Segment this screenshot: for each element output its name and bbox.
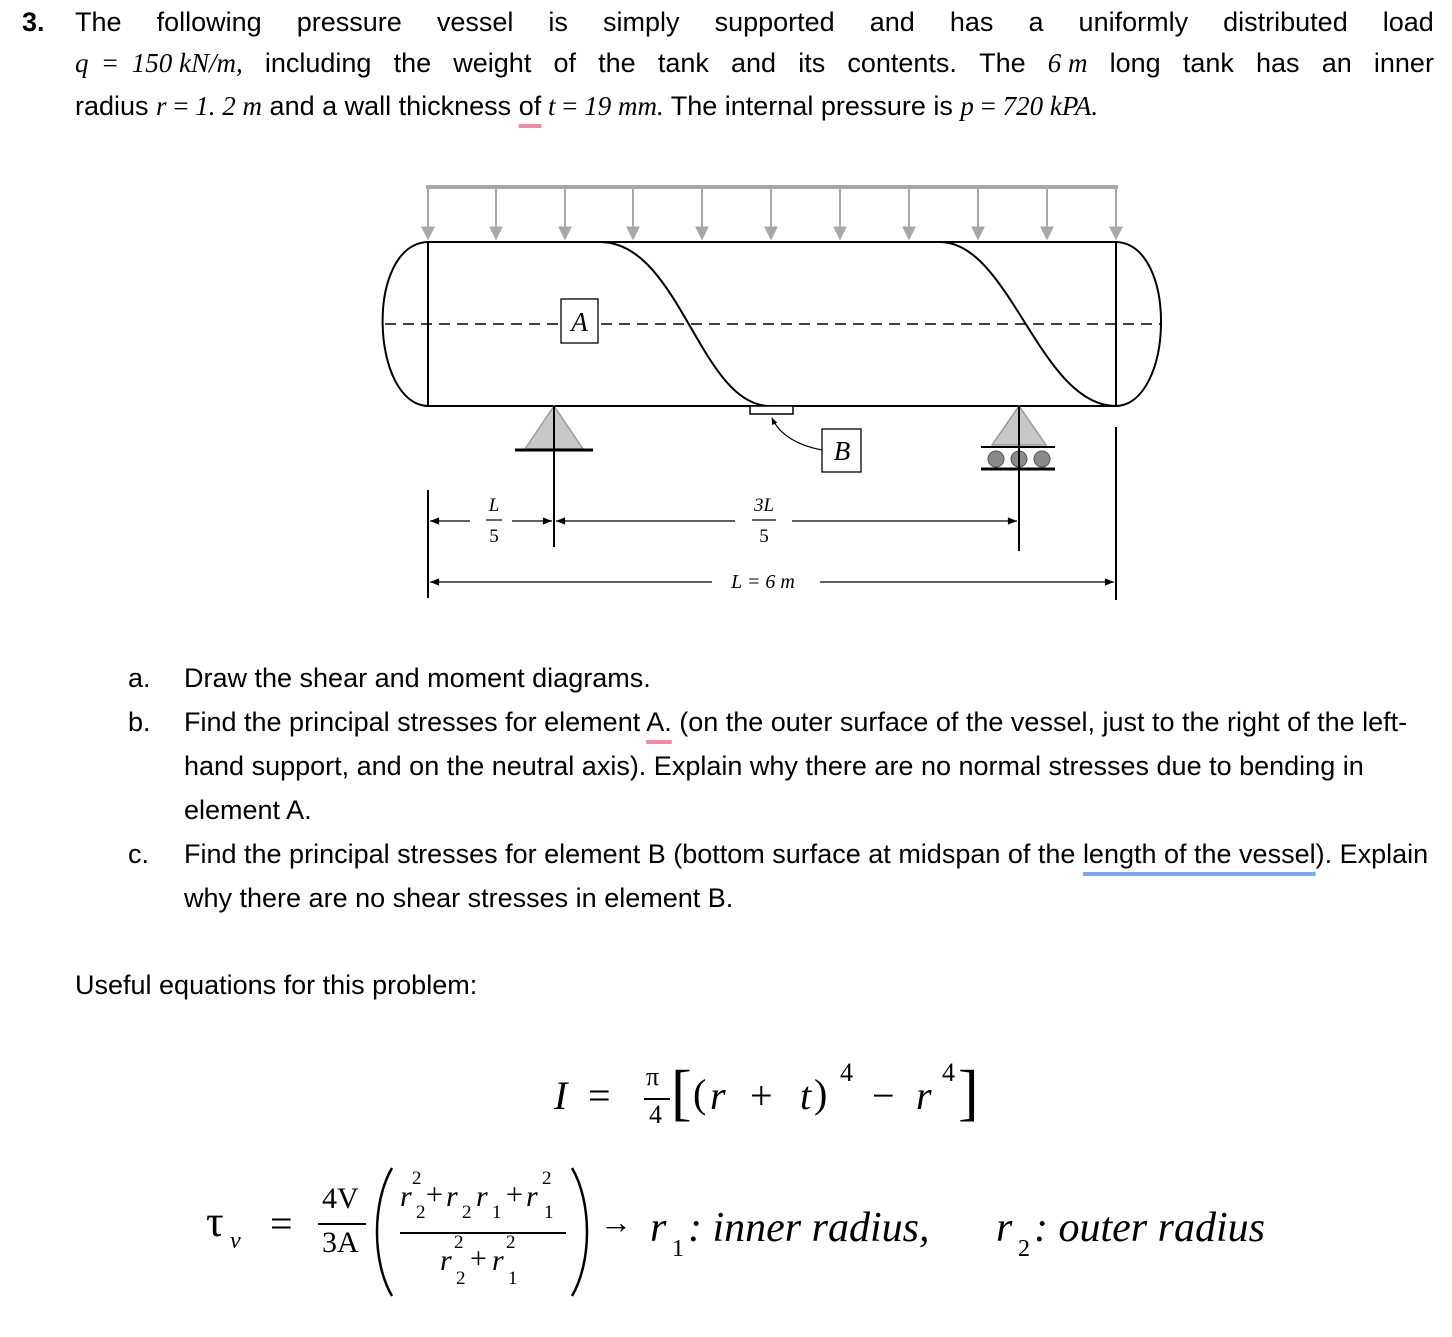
word: the bbox=[393, 48, 432, 78]
word: load bbox=[1382, 7, 1434, 37]
word: an bbox=[1321, 48, 1352, 78]
thickness-value: 19 mm. bbox=[584, 91, 664, 121]
radius-value: 1. 2 m bbox=[195, 91, 263, 121]
load-expression: q = 150 kN/m, bbox=[75, 48, 243, 78]
question-a: a. Draw the shear and moment diagrams. bbox=[128, 663, 651, 693]
element-a-label: A bbox=[571, 307, 588, 337]
word: distributed bbox=[1223, 7, 1348, 37]
element-b-label: B bbox=[833, 436, 851, 466]
word: vessel bbox=[436, 7, 514, 37]
word: including bbox=[264, 48, 372, 78]
distributed-load bbox=[426, 187, 1118, 239]
problem-number: 3. bbox=[22, 7, 45, 37]
word: long bbox=[1109, 48, 1161, 78]
grammar-flag: length of the vessel bbox=[1082, 839, 1316, 869]
word: and bbox=[731, 48, 777, 78]
svg-text:L = 6 m: L = 6 m bbox=[731, 571, 795, 593]
word: has bbox=[1256, 48, 1300, 78]
svg-text:5: 5 bbox=[759, 526, 769, 547]
word: following bbox=[156, 7, 262, 37]
word: its bbox=[798, 48, 826, 78]
word: of bbox=[553, 48, 576, 78]
word: supported bbox=[714, 7, 835, 37]
problem-line-2 bbox=[75, 41, 1434, 85]
equation-shear-stress: τ v = 4V 3A r 2 2 + r 2 r 1 + r 2 1 r 2 2 + r 2 1 → r 1 : inner radius, r 2 : outer radius bbox=[200, 1162, 1340, 1312]
element-b-marker bbox=[750, 406, 793, 414]
useful-equations-heading: Useful equations for this problem: bbox=[75, 970, 478, 1000]
problem-line-1 bbox=[75, 0, 1434, 44]
pin-support bbox=[515, 406, 593, 547]
word: tank bbox=[657, 48, 709, 78]
word: and bbox=[869, 7, 915, 37]
word: has bbox=[949, 7, 994, 37]
element-b-leader bbox=[772, 418, 822, 450]
word: tank bbox=[1182, 48, 1234, 78]
question-b: b. Find the principal stresses for element A. (on the outer surface of the vessel, just to the right of the left-hand support, and on the neutral axis). Explain why there are no normal stresses due to bending in element A. bbox=[128, 707, 1408, 825]
word: is bbox=[548, 7, 568, 37]
dimension-3l-over-5 bbox=[556, 495, 1017, 547]
problem-line-3: radius r = 1. 2 m and a wall thickness of t = 19 mm. The internal pressure is p = 720 kPA. bbox=[75, 91, 1099, 121]
roller-support bbox=[981, 406, 1055, 551]
pressure-value: 720 kPA. bbox=[1002, 91, 1099, 121]
word: a bbox=[1028, 7, 1044, 37]
word: weight bbox=[453, 48, 532, 78]
word: contents. bbox=[847, 48, 957, 78]
word: inner bbox=[1373, 48, 1434, 78]
right-paren bbox=[566, 1162, 596, 1302]
svg-text:5: 5 bbox=[489, 526, 499, 547]
dimension-l-over-5 bbox=[430, 495, 552, 547]
spellcheck-flag: of bbox=[518, 91, 542, 121]
pressure-vessel-figure bbox=[370, 170, 1170, 610]
svg-text:L: L bbox=[488, 495, 500, 516]
question-list bbox=[128, 656, 1438, 920]
word: simply bbox=[602, 7, 680, 37]
word: uniformly bbox=[1078, 7, 1189, 37]
dimension-total-length bbox=[430, 571, 1114, 593]
word: The bbox=[75, 7, 122, 37]
spellcheck-flag: A. bbox=[646, 707, 672, 737]
question-c: c. Find the principal stresses for element B (bottom surface at midspan of the length of the vessel). Explain why there are no shear stresses in element B. bbox=[128, 839, 1429, 913]
word: pressure bbox=[296, 7, 402, 37]
length-value: 6 m bbox=[1047, 48, 1088, 78]
word: the bbox=[598, 48, 636, 78]
left-paren bbox=[368, 1162, 398, 1302]
svg-text:3L: 3L bbox=[753, 495, 775, 516]
word: The bbox=[979, 48, 1026, 78]
